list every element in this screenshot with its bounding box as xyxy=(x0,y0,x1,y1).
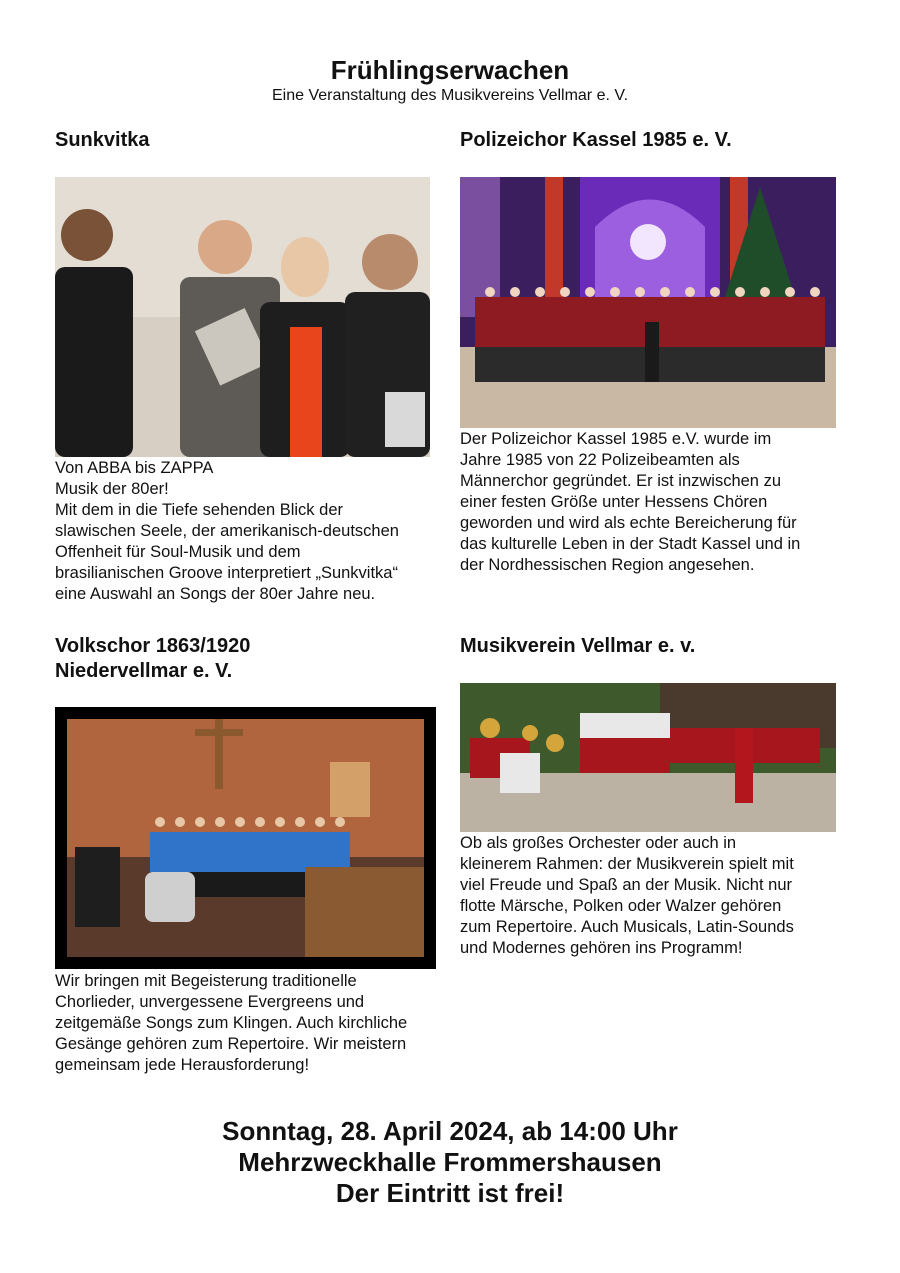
event-admission: Der Eintritt ist frei! xyxy=(335,1178,565,1208)
page-subtitle: Eine Veranstaltung des Musikvereins Vellmar e. V. xyxy=(271,87,629,104)
page-header xyxy=(0,54,900,106)
section-text-sunkvitka: Von ABBA bis ZAPPA Musik der 80er! Mit dem in die Tiefe sehenden Blick der slawischen Seele, der amerikanisch-deutschen Offenheit für Soul-Musik und dem brasilianischen Groove interpretiert „Sunkvitka“ eine Auswahl an Songs der 80er Jahre neu. xyxy=(55,459,399,603)
section-text-volkschor: Wir bringen mit Begeisterung traditionelle Chorlieder, unvergessene Evergreens und zeitgemäße Songs zum Klingen. Auch kirchliche Gesänge gehören zum Repertoire. Wir meistern gemeinsam jede Herausforderung! xyxy=(55,972,408,1074)
section-text-polizeichor: Der Polizeichor Kassel 1985 e.V. wurde im Jahre 1985 von 22 Polizeibeamten als Männerchor gegründet. Er ist inzwischen zu einer festen Größe unter Hessens Chören geworden und wird als echte Bereicherung für das kulturelle Leben in der Stadt Kassel und in der Nordhessischen Region angesehen. xyxy=(460,430,801,574)
brass-band-photo xyxy=(460,683,836,832)
section-text-musikverein: Ob als großes Orchester oder auch in kleinerem Rahmen: der Musikverein spielt mit viel Freude und Spaß an der Musik. Nicht nur flotte Märsche, Polken oder Walzer gehören zum Repertoire. Auch Musicals, Latin-Sounds und Modernes gehören ins Programm! xyxy=(460,834,794,957)
page-title: Frühlingserwachen xyxy=(330,55,570,85)
section-heading-sunkvitka: Sunkvitka xyxy=(55,129,150,151)
choir-chapel-photo xyxy=(55,707,436,969)
section-heading-musikverein: Musikverein Vellmar e. v. xyxy=(460,635,696,657)
section-heading-volkschor: Volkschor 1863/1920 Niedervellmar e. V. xyxy=(55,635,251,682)
event-date: Sonntag, 28. April 2024, ab 14:00 Uhr xyxy=(222,1116,678,1146)
event-footer xyxy=(0,1116,900,1209)
band-photo xyxy=(55,177,430,457)
event-venue: Mehrzweckhalle Frommershausen xyxy=(238,1147,662,1177)
choir-church-photo xyxy=(460,177,836,428)
section-heading-polizeichor: Polizeichor Kassel 1985 e. V. xyxy=(460,129,732,151)
